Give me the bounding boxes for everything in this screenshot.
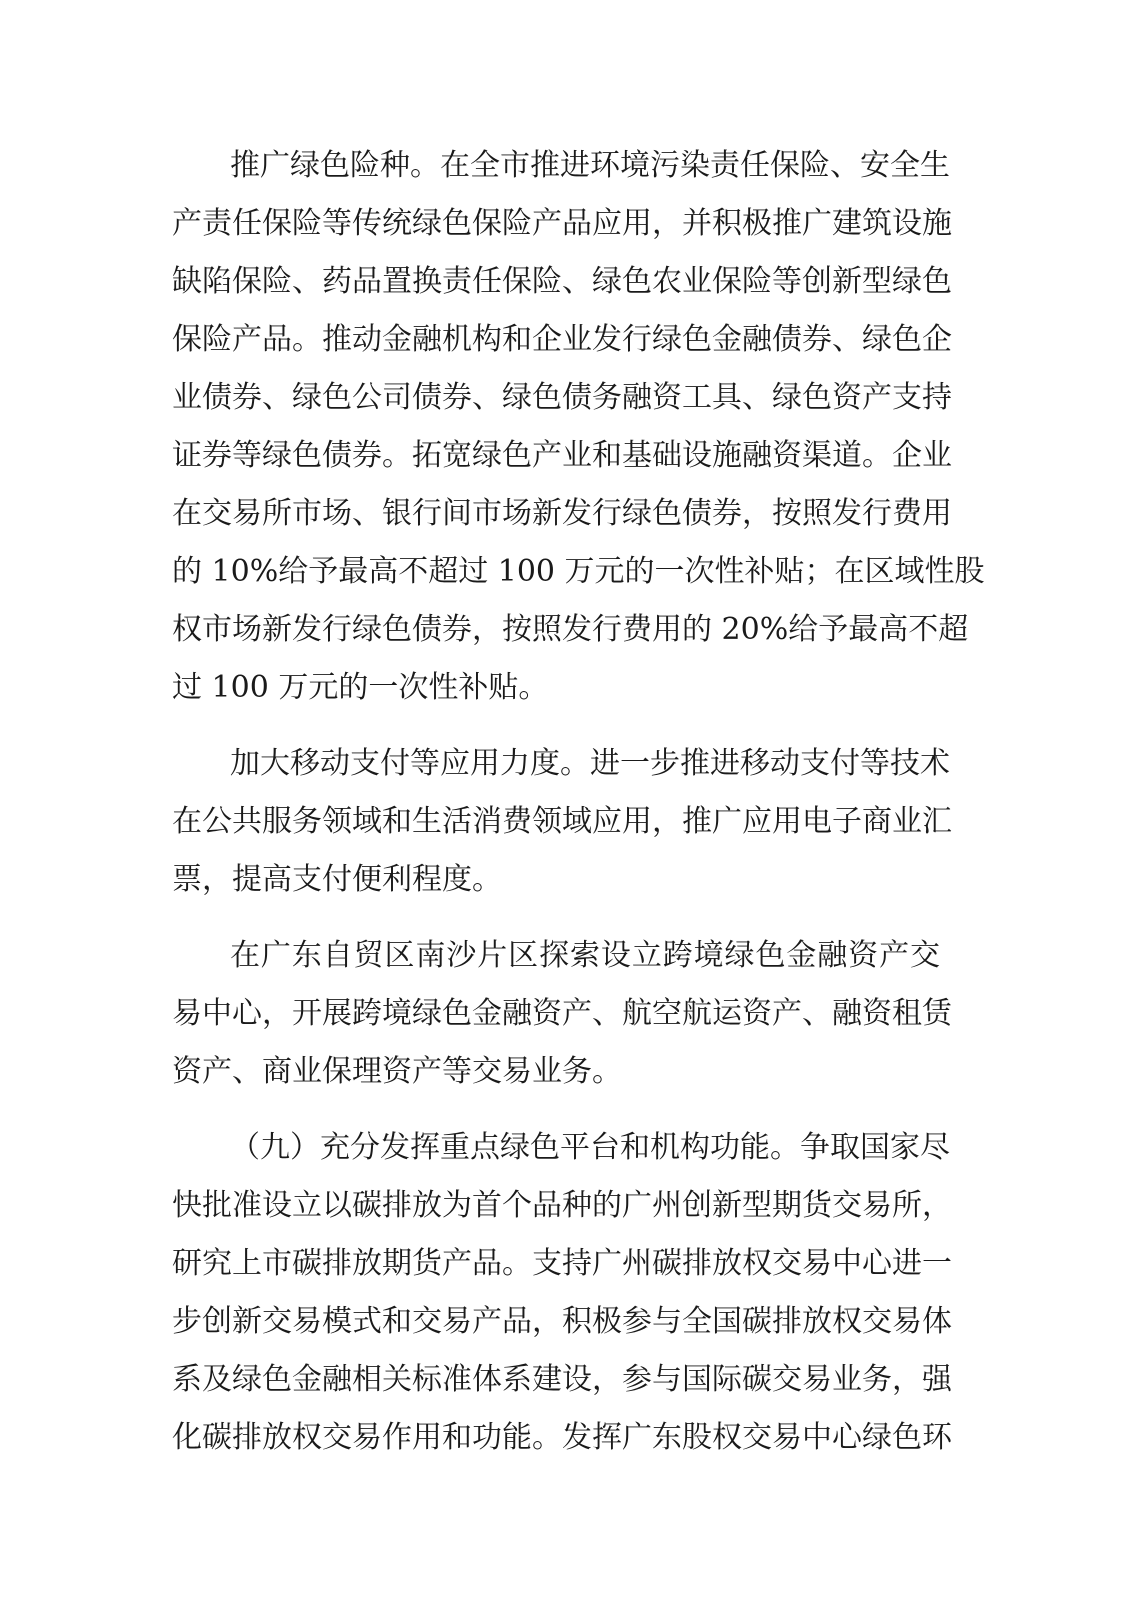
paragraph-4-line-3: 研究上市碳排放期货产品。支持广州碳排放权交易中心进一 xyxy=(172,1246,952,1281)
paragraph-1-line-6: 证券等绿色债券。拓宽绿色产业和基础设施融资渠道。企业 xyxy=(172,438,952,473)
paragraph-1-line-4: 保险产品。推动金融机构和企业发行绿色金融债券、绿色企 xyxy=(172,322,952,357)
paragraph-2-line-2: 在公共服务领域和生活消费领域应用，推广应用电子商业汇 xyxy=(172,804,952,839)
paragraph-1-line-3: 缺陷保险、药品置换责任保险、绿色农业保险等创新型绿色 xyxy=(172,264,952,299)
paragraph-4-line-1: （九）充分发挥重点绿色平台和机构功能。争取国家尽 xyxy=(230,1130,950,1165)
paragraph-2-line-1: 加大移动支付等应用力度。进一步推进移动支付等技术 xyxy=(230,746,950,781)
paragraph-1-line-5: 业债券、绿色公司债券、绿色债务融资工具、绿色资产支持 xyxy=(172,380,952,415)
paragraph-4-line-4: 步创新交易模式和交易产品，积极参与全国碳排放权交易体 xyxy=(172,1304,952,1339)
paragraph-1-line-9: 权市场新发行绿色债券，按照发行费用的 20%给予最高不超 xyxy=(172,612,969,647)
paragraph-1-line-8: 的 10%给予最高不超过 100 万元的一次性补贴；在区域性股 xyxy=(172,554,985,589)
paragraph-1-line-1: 推广绿色险种。在全市推进环境污染责任保险、安全生 xyxy=(230,148,950,183)
paragraph-4-line-6: 化碳排放权交易作用和功能。发挥广东股权交易中心绿色环 xyxy=(172,1420,952,1455)
paragraph-4-line-5: 系及绿色金融相关标准体系建设，参与国际碳交易业务，强 xyxy=(172,1362,952,1397)
paragraph-3-line-1: 在广东自贸区南沙片区探索设立跨境绿色金融资产交 xyxy=(230,938,940,973)
paragraph-1-line-7: 在交易所市场、银行间市场新发行绿色债券，按照发行费用 xyxy=(172,496,952,531)
paragraph-4-line-2: 快批准设立以碳排放为首个品种的广州创新型期货交易所， xyxy=(172,1188,952,1223)
paragraph-1-line-2: 产责任保险等传统绿色保险产品应用，并积极推广建筑设施 xyxy=(172,206,952,241)
paragraph-3-line-3: 资产、商业保理资产等交易业务。 xyxy=(172,1054,622,1089)
paragraph-2-line-3: 票，提高支付便利程度。 xyxy=(172,862,502,897)
paragraph-1-line-10: 过 100 万元的一次性补贴。 xyxy=(172,670,549,705)
paragraph-3-line-2: 易中心，开展跨境绿色金融资产、航空航运资产、融资租赁 xyxy=(172,996,952,1031)
